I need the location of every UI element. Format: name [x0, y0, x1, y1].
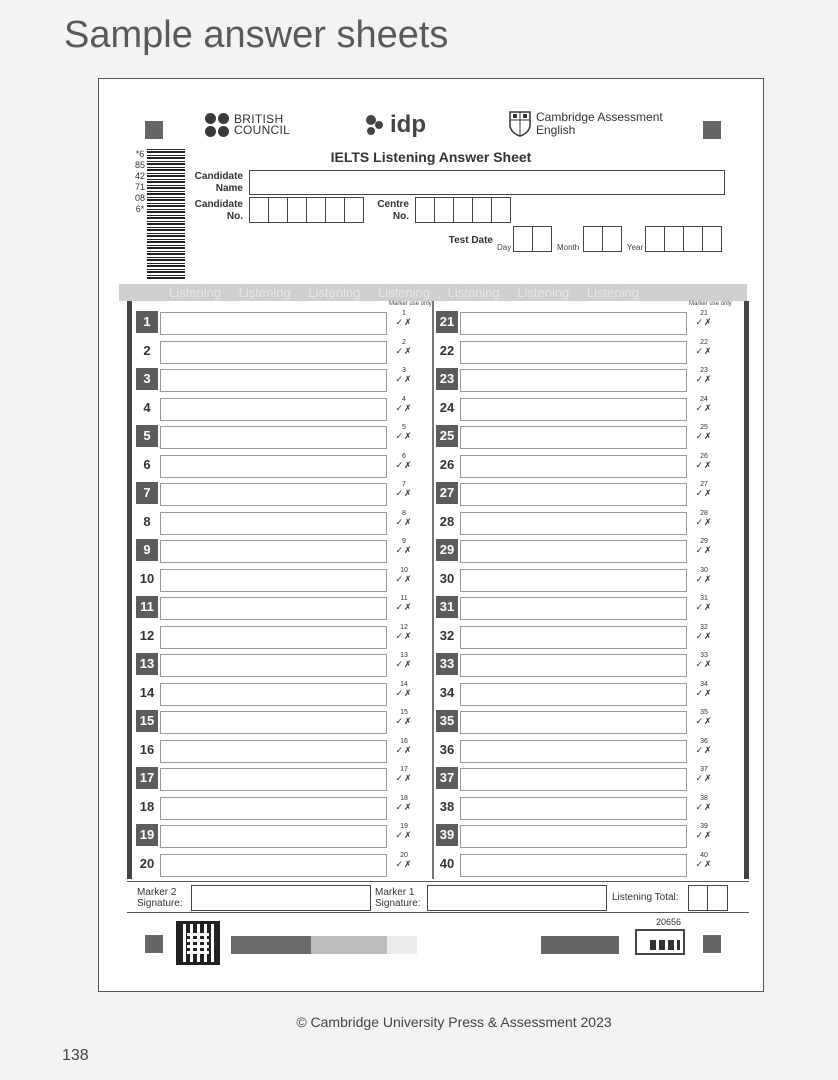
- question-number: 15: [136, 710, 158, 732]
- marker-box[interactable]: [690, 651, 718, 669]
- answer-field[interactable]: [160, 854, 387, 877]
- answer-field[interactable]: [160, 740, 387, 763]
- cambridge-line-2: English: [536, 123, 576, 137]
- corner-mark-top-left: [145, 121, 163, 139]
- tick-cross-icon: ✓✗: [695, 459, 713, 470]
- question-number: 9: [136, 539, 158, 561]
- marker-box[interactable]: [390, 366, 418, 384]
- marker-box-number: 21: [700, 310, 708, 317]
- marker-box-number: 28: [700, 509, 708, 517]
- question-number: 19: [136, 824, 158, 846]
- answer-field[interactable]: [160, 654, 387, 677]
- candidate-name-field[interactable]: [249, 170, 725, 195]
- marker-box[interactable]: [690, 537, 718, 555]
- marker-box[interactable]: [690, 338, 718, 356]
- marker-box[interactable]: [390, 680, 418, 698]
- marker-box-number: 29: [700, 538, 708, 545]
- day-field[interactable]: [513, 226, 551, 252]
- answer-field[interactable]: [160, 569, 387, 592]
- question-number: 33: [436, 653, 458, 675]
- page-number: 138: [62, 1047, 89, 1064]
- answer-row-left: [136, 397, 426, 423]
- answer-field[interactable]: [160, 341, 387, 364]
- marker-box-number: 9: [402, 538, 406, 545]
- marker-box-number: 24: [700, 395, 708, 403]
- tick-cross-icon: ✓✗: [395, 801, 413, 812]
- answer-row-right: [436, 824, 726, 850]
- question-number: 11: [136, 596, 158, 618]
- candidate-no-field[interactable]: [249, 197, 363, 223]
- sheet-title: IELTS Listening Answer Sheet: [330, 149, 532, 165]
- answer-field[interactable]: [460, 369, 687, 392]
- question-number: 2: [143, 342, 151, 358]
- british-council-line-1: BRITISH: [234, 112, 284, 126]
- form-code-box: [635, 929, 685, 955]
- tick-cross-icon: ✓✗: [395, 545, 413, 555]
- question-number: 27: [436, 482, 458, 504]
- answer-field[interactable]: [160, 797, 387, 820]
- marker-box-number: 11: [400, 595, 408, 602]
- answer-field[interactable]: [460, 626, 687, 649]
- listening-band: [119, 284, 747, 301]
- tick-cross-icon: ✓✗: [395, 573, 413, 584]
- answer-field[interactable]: [160, 626, 387, 649]
- marker-box-number: 14: [400, 680, 408, 688]
- tick-cross-icon: ✓✗: [395, 516, 413, 527]
- marker-box-number: 3: [402, 367, 406, 374]
- answer-row-left: [136, 311, 426, 337]
- answer-field[interactable]: [460, 597, 687, 620]
- question-number: 34: [439, 684, 455, 700]
- tick-cross-icon: ✓✗: [395, 459, 413, 470]
- question-number: 31: [436, 596, 458, 618]
- marker-box-number: 38: [700, 794, 708, 802]
- answer-field[interactable]: [160, 483, 387, 506]
- answer-field[interactable]: [460, 711, 687, 734]
- marker-box[interactable]: [390, 794, 418, 812]
- question-number: 20: [139, 855, 155, 871]
- month-label: Month: [557, 243, 580, 252]
- answer-row-right: [436, 539, 726, 565]
- marker-box[interactable]: [390, 765, 418, 783]
- tick-cross-icon: ✓✗: [695, 630, 713, 641]
- marker-box[interactable]: [690, 480, 718, 498]
- marker-box[interactable]: [690, 822, 718, 840]
- answer-row-right: [436, 425, 726, 451]
- answer-row-left: [136, 653, 426, 679]
- answer-field[interactable]: [160, 683, 387, 706]
- answer-row-left: [136, 739, 426, 765]
- barcode: [147, 149, 185, 279]
- marker-box[interactable]: [390, 822, 418, 840]
- answer-row-left: [136, 511, 426, 537]
- marker-box-number: 35: [700, 709, 708, 716]
- answer-field[interactable]: [460, 512, 687, 535]
- marker-use-only-right: Marker use only: [689, 301, 732, 307]
- question-number: 17: [136, 767, 158, 789]
- answer-field[interactable]: [160, 540, 387, 563]
- answer-field[interactable]: [460, 768, 687, 791]
- answer-field[interactable]: [460, 426, 687, 449]
- corner-mark-top-right: [703, 121, 721, 139]
- answer-row-right: [436, 767, 726, 793]
- marker-box-number: 16: [400, 737, 408, 745]
- marker-box[interactable]: [390, 737, 418, 755]
- answer-row-right: [436, 653, 726, 679]
- marker-box[interactable]: [390, 623, 418, 641]
- answer-field[interactable]: [160, 312, 387, 335]
- marker-box-number: 25: [700, 424, 708, 431]
- answer-field[interactable]: [460, 483, 687, 506]
- tick-cross-icon: ✓✗: [395, 374, 413, 384]
- answer-field[interactable]: [460, 797, 687, 820]
- question-number: 6: [143, 456, 151, 472]
- marker-box[interactable]: [690, 309, 718, 327]
- answer-row-right: [436, 340, 726, 366]
- answer-field[interactable]: [460, 654, 687, 677]
- question-number: 14: [139, 684, 155, 700]
- marker-box[interactable]: [690, 623, 718, 641]
- marker-box-number: 32: [700, 623, 708, 631]
- answer-field[interactable]: [160, 455, 387, 478]
- answer-field[interactable]: [460, 683, 687, 706]
- answer-field[interactable]: [460, 854, 687, 877]
- answer-field[interactable]: [460, 455, 687, 478]
- answer-row-right: [436, 568, 726, 594]
- british-council-dots-icon: [205, 113, 229, 137]
- answer-field[interactable]: [160, 711, 387, 734]
- marker-box[interactable]: [390, 338, 418, 356]
- question-number: 10: [139, 570, 155, 586]
- marker2-signature-field[interactable]: [191, 885, 371, 911]
- marker-signature-row: [127, 881, 749, 913]
- marker-box-number: 39: [700, 823, 708, 830]
- answer-row-left: [136, 596, 426, 622]
- marker-box[interactable]: [690, 566, 718, 584]
- marker-box[interactable]: [690, 594, 718, 612]
- answer-row-left: [136, 454, 426, 480]
- answer-row-right: [436, 311, 726, 337]
- listening-total-label: Listening Total:: [612, 892, 679, 903]
- candidate-no-label: Candidate No.: [194, 199, 243, 222]
- answer-row-left: [136, 625, 426, 651]
- marker-box-number: 36: [700, 737, 708, 745]
- british-council-line-2: COUNCIL: [234, 123, 291, 137]
- question-number: 30: [439, 570, 455, 586]
- answer-row-right: [436, 853, 726, 879]
- answer-row-right: [436, 710, 726, 736]
- cambridge-shield-icon: [509, 111, 531, 137]
- question-number: 26: [439, 456, 455, 472]
- question-number: 38: [439, 798, 455, 814]
- marker-box-number: 6: [402, 452, 406, 460]
- tick-cross-icon: ✓✗: [695, 402, 713, 413]
- marker2-label: Marker 2 Signature:: [137, 887, 183, 909]
- answer-row-left: [136, 796, 426, 822]
- marker-box-number: 8: [402, 509, 406, 517]
- tick-cross-icon: ✓✗: [695, 545, 713, 555]
- question-number: 21: [436, 311, 458, 333]
- day-label: Day: [497, 243, 512, 252]
- answer-row-right: [436, 454, 726, 480]
- marker-box-number: 7: [402, 481, 406, 488]
- test-date-label: Test Date: [448, 235, 493, 246]
- marker1-label: Marker 1 Signature:: [375, 887, 421, 909]
- centre-no-label: Centre No.: [377, 199, 409, 222]
- form-code: 20656: [656, 917, 682, 927]
- question-number: 3: [136, 368, 158, 390]
- marker-box[interactable]: [390, 395, 418, 413]
- marker-box[interactable]: [390, 509, 418, 527]
- marker-box-number: 17: [400, 766, 408, 773]
- tick-cross-icon: ✓✗: [695, 858, 713, 869]
- grey-bar-light: [311, 936, 387, 954]
- marker-box[interactable]: [390, 851, 418, 869]
- answer-row-right: [436, 682, 726, 708]
- marker-box[interactable]: [690, 509, 718, 527]
- question-number: 35: [436, 710, 458, 732]
- tick-cross-icon: ✓✗: [695, 659, 713, 669]
- answer-field[interactable]: [460, 398, 687, 421]
- page-heading: Sample answer sheets: [64, 14, 449, 56]
- answer-row-left: [136, 767, 426, 793]
- marker-box-number: 27: [700, 481, 708, 488]
- question-number: 1: [136, 311, 158, 333]
- answer-field[interactable]: [460, 341, 687, 364]
- tick-cross-icon: ✓✗: [695, 317, 713, 327]
- tick-cross-icon: ✓✗: [395, 431, 413, 441]
- marker-box[interactable]: [690, 423, 718, 441]
- answer-row-left: [136, 539, 426, 565]
- marker-box[interactable]: [390, 708, 418, 726]
- answer-row-right: [436, 625, 726, 651]
- answer-field[interactable]: [160, 426, 387, 449]
- marker-box-number: 20: [400, 851, 408, 859]
- marker-box-number: 2: [402, 338, 406, 346]
- marker-box[interactable]: [390, 594, 418, 612]
- answer-field[interactable]: [160, 398, 387, 421]
- question-number: 16: [139, 741, 155, 757]
- marker-box[interactable]: [690, 395, 718, 413]
- question-number: 5: [136, 425, 158, 447]
- question-number: 8: [143, 513, 151, 529]
- marker1-signature-field[interactable]: [427, 885, 607, 911]
- marker-box-number: 13: [400, 652, 408, 659]
- question-number: 28: [439, 513, 455, 529]
- answer-row-left: [136, 568, 426, 594]
- tick-cross-icon: ✓✗: [695, 773, 713, 783]
- question-number: 23: [436, 368, 458, 390]
- centre-no-field[interactable]: [415, 197, 510, 223]
- tick-cross-icon: ✓✗: [395, 402, 413, 413]
- idp-mark-icon: [363, 113, 387, 137]
- listening-band-text: Listening Listening Listening Listening Listening Listening Listening: [169, 285, 639, 300]
- marker-box[interactable]: [390, 452, 418, 470]
- grey-bar-right: [541, 936, 619, 954]
- tick-cross-icon: ✓✗: [395, 345, 413, 356]
- answer-field[interactable]: [160, 597, 387, 620]
- tick-cross-icon: ✓✗: [395, 716, 413, 726]
- marker-box-number: 4: [402, 395, 406, 403]
- marker-box[interactable]: [690, 765, 718, 783]
- marker-box[interactable]: [390, 480, 418, 498]
- answer-field[interactable]: [160, 825, 387, 848]
- grey-bar-dark: [231, 936, 311, 954]
- tick-cross-icon: ✓✗: [695, 830, 713, 840]
- tick-cross-icon: ✓✗: [695, 431, 713, 441]
- answer-row-left: [136, 425, 426, 451]
- cambridge-logo: [509, 111, 663, 137]
- tick-cross-icon: ✓✗: [695, 687, 713, 698]
- question-number: 24: [439, 399, 455, 415]
- answer-row-left: [136, 853, 426, 879]
- corner-mark-bottom-left: [145, 935, 163, 953]
- british-council-logo: [205, 113, 290, 137]
- question-number: 39: [436, 824, 458, 846]
- marker-box-number: 30: [700, 566, 708, 574]
- marker-box-number: 18: [400, 794, 408, 802]
- answer-sheet: [98, 78, 764, 992]
- marker-box[interactable]: [390, 651, 418, 669]
- marker-box[interactable]: [390, 566, 418, 584]
- tick-cross-icon: ✓✗: [695, 516, 713, 527]
- tick-cross-icon: ✓✗: [395, 317, 413, 327]
- tick-cross-icon: ✓✗: [395, 687, 413, 698]
- answer-field[interactable]: [460, 540, 687, 563]
- corner-mark-bottom-right: [703, 935, 721, 953]
- tick-cross-icon: ✓✗: [695, 374, 713, 384]
- marker-box-number: 31: [700, 595, 708, 602]
- tick-cross-icon: ✓✗: [395, 773, 413, 783]
- question-number: 32: [439, 627, 455, 643]
- answer-row-right: [436, 596, 726, 622]
- year-label: Year: [627, 243, 644, 252]
- answer-row-left: [136, 340, 426, 366]
- answer-row-left: [136, 482, 426, 508]
- marker-box-number: 34: [700, 680, 708, 688]
- marker-box[interactable]: [390, 423, 418, 441]
- answer-row-right: [436, 397, 726, 423]
- answer-field[interactable]: [460, 312, 687, 335]
- tick-cross-icon: ✓✗: [695, 801, 713, 812]
- answer-field[interactable]: [160, 369, 387, 392]
- answer-row-right: [436, 796, 726, 822]
- marker-box-number: 40: [700, 851, 708, 859]
- marker-box[interactable]: [690, 680, 718, 698]
- answer-field[interactable]: [460, 569, 687, 592]
- marker-box[interactable]: [690, 452, 718, 470]
- answer-row-left: [136, 682, 426, 708]
- answer-field[interactable]: [460, 825, 687, 848]
- listening-total-field[interactable]: [688, 885, 728, 911]
- tick-cross-icon: ✓✗: [695, 716, 713, 726]
- marker-box[interactable]: [390, 309, 418, 327]
- tick-cross-icon: ✓✗: [395, 830, 413, 840]
- month-field[interactable]: [583, 226, 621, 252]
- marker-box-number: 5: [402, 424, 406, 431]
- idp-wordmark: idp: [390, 111, 426, 138]
- question-number: 40: [439, 855, 455, 871]
- question-number: 36: [439, 741, 455, 757]
- tick-cross-icon: ✓✗: [695, 744, 713, 755]
- marker-box[interactable]: [690, 794, 718, 812]
- answer-row-right: [436, 739, 726, 765]
- marker-box-number: 33: [700, 652, 708, 659]
- question-number: 13: [136, 653, 158, 675]
- tick-cross-icon: ✓✗: [395, 630, 413, 641]
- tick-cross-icon: ✓✗: [395, 488, 413, 498]
- idp-logo: [363, 111, 426, 139]
- marker-box-number: 23: [700, 367, 708, 374]
- qr-code: [176, 921, 220, 965]
- grey-bar-faint: [387, 936, 417, 954]
- question-number: 37: [436, 767, 458, 789]
- answer-field[interactable]: [160, 512, 387, 535]
- tick-cross-icon: ✓✗: [695, 602, 713, 612]
- marker-box-number: 10: [400, 566, 408, 574]
- tick-cross-icon: ✓✗: [695, 573, 713, 584]
- tick-cross-icon: ✓✗: [395, 744, 413, 755]
- answer-row-right: [436, 511, 726, 537]
- answer-field[interactable]: [460, 740, 687, 763]
- answer-row-left: [136, 710, 426, 736]
- marker-box-number: 26: [700, 452, 708, 460]
- question-number: 25: [436, 425, 458, 447]
- barcode-digits: *6854271086*: [134, 149, 145, 214]
- answer-row-right: [436, 368, 726, 394]
- cambridge-line-1: Cambridge Assessment: [536, 110, 663, 124]
- marker-box-number: 12: [400, 623, 408, 631]
- answer-field[interactable]: [160, 768, 387, 791]
- column-divider: [432, 301, 434, 879]
- listening-total-divider: [707, 885, 708, 911]
- marker-box-number: 19: [400, 823, 408, 830]
- question-number: 12: [139, 627, 155, 643]
- marker-box[interactable]: [390, 537, 418, 555]
- question-number: 7: [136, 482, 158, 504]
- marker-box[interactable]: [690, 708, 718, 726]
- question-number: 29: [436, 539, 458, 561]
- copyright: © Cambridge University Press & Assessment 2023: [296, 1014, 612, 1030]
- tick-cross-icon: ✓✗: [695, 345, 713, 356]
- year-field[interactable]: [645, 226, 721, 252]
- marker-box[interactable]: [690, 737, 718, 755]
- question-number: 22: [439, 342, 455, 358]
- marker-box-number: 22: [700, 338, 708, 346]
- marker-box[interactable]: [690, 851, 718, 869]
- marker-box-number: 1: [402, 310, 406, 317]
- tick-cross-icon: ✓✗: [695, 488, 713, 498]
- tick-cross-icon: ✓✗: [395, 858, 413, 869]
- answer-row-left: [136, 368, 426, 394]
- tick-cross-icon: ✓✗: [395, 602, 413, 612]
- answer-row-left: [136, 824, 426, 850]
- marker-box-number: 37: [700, 766, 708, 773]
- marker-use-only-left: Marker use only: [389, 301, 432, 307]
- question-number: 18: [139, 798, 155, 814]
- answer-row-right: [436, 482, 726, 508]
- tick-cross-icon: ✓✗: [395, 659, 413, 669]
- question-number: 4: [143, 399, 151, 415]
- marker-box-number: 15: [400, 709, 408, 716]
- marker-box[interactable]: [690, 366, 718, 384]
- candidate-name-label: Candidate Name: [194, 171, 243, 194]
